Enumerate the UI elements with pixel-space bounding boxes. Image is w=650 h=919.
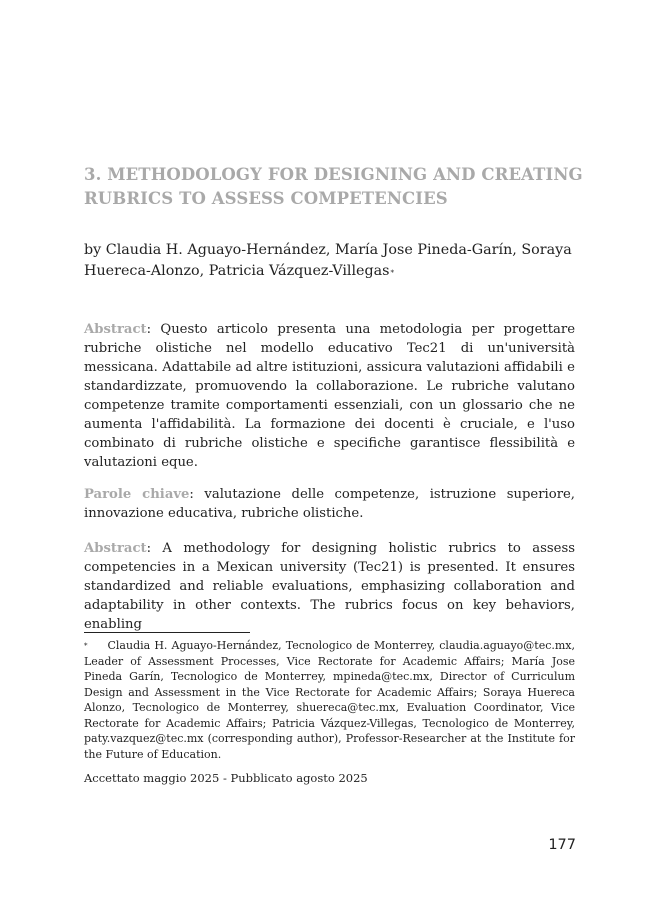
abstract-english bbox=[84, 539, 575, 634]
author-names: by Claudia H. Aguayo-Hernández, María Jose Pineda-Garín, Soraya Huereca-Alonzo, Patricia Vázquez-Villegas bbox=[84, 242, 572, 279]
abstract-english-text: : A methodology for designing holistic rubrics to assess competencies in a Mexican university (Tec21) is presented. It ensures standardized and reliable evaluations, emphasizing collaboration and adaptability in other contexts. The rubrics focus on key behaviors, enabling bbox=[84, 541, 575, 632]
keywords-italian-label: Parole chiave bbox=[84, 487, 190, 502]
abstract-italian-text: : Questo articolo presenta una metodologia per progettare rubriche olistiche nel modello educativo Tec21 di un'università messicana. Adattabile ad altre istituzioni, assicura valutazioni affidabili e standardizzate, promuovendo la collaborazione. Le rubriche valutano competenze tramite comportamenti essenziali, con un glossario che ne aumenta l'affidabilità. La formazione dei docenti è cruciale, e l'uso combinato di rubriche olistiche e specifiche garantisce flessibilità e valutazioni eque. bbox=[84, 322, 575, 470]
footnote-text: Claudia H. Aguayo-Hernández, Tecnologico de Monterrey, claudia.aguayo@tec.mx, Leader of Assessment Processes, Vice Rectorate for Academic Affairs; María Jose Pineda Garín, Tecnologico de Monterrey, mpineda@tec.mx, Director of Curriculum Design and Assessment in the Vice Rectorate for Academic Affairs; Soraya Huereca Alonzo, Tecnologico de Monterrey, shuereca@tec.mx, Evaluation Coordinator, Vice Rectorate for Academic Affairs; Patricia Vázquez-Villegas, Tecnologico de Monterrey, paty.vazquez@tec.mx (corresponding author), Professor-Researcher at the Institute for the Future of Education. bbox=[84, 639, 575, 761]
keywords-italian-text: : valutazione delle competenze, istruzione superiore, innovazione educativa, rubriche olistiche. bbox=[84, 487, 575, 521]
author-line bbox=[84, 240, 584, 282]
abstract-italian-label: Abstract bbox=[84, 322, 147, 337]
footnote-separator bbox=[84, 632, 250, 633]
acceptance-date-line: Accettato maggio 2025 - Pubblicato agosto 2025 bbox=[84, 771, 368, 785]
footnote-mark: * bbox=[84, 642, 88, 650]
author-footnote bbox=[84, 638, 575, 762]
keywords-italian bbox=[84, 485, 575, 523]
abstract-english-label: Abstract bbox=[84, 541, 147, 556]
page-number: 177 bbox=[548, 837, 576, 853]
author-footnote-mark: * bbox=[390, 269, 395, 277]
abstract-italian bbox=[84, 320, 575, 472]
chapter-title: 3. METHODOLOGY FOR DESIGNING AND CREATING RUBRICS TO ASSESS COMPETENCIES bbox=[84, 165, 583, 208]
